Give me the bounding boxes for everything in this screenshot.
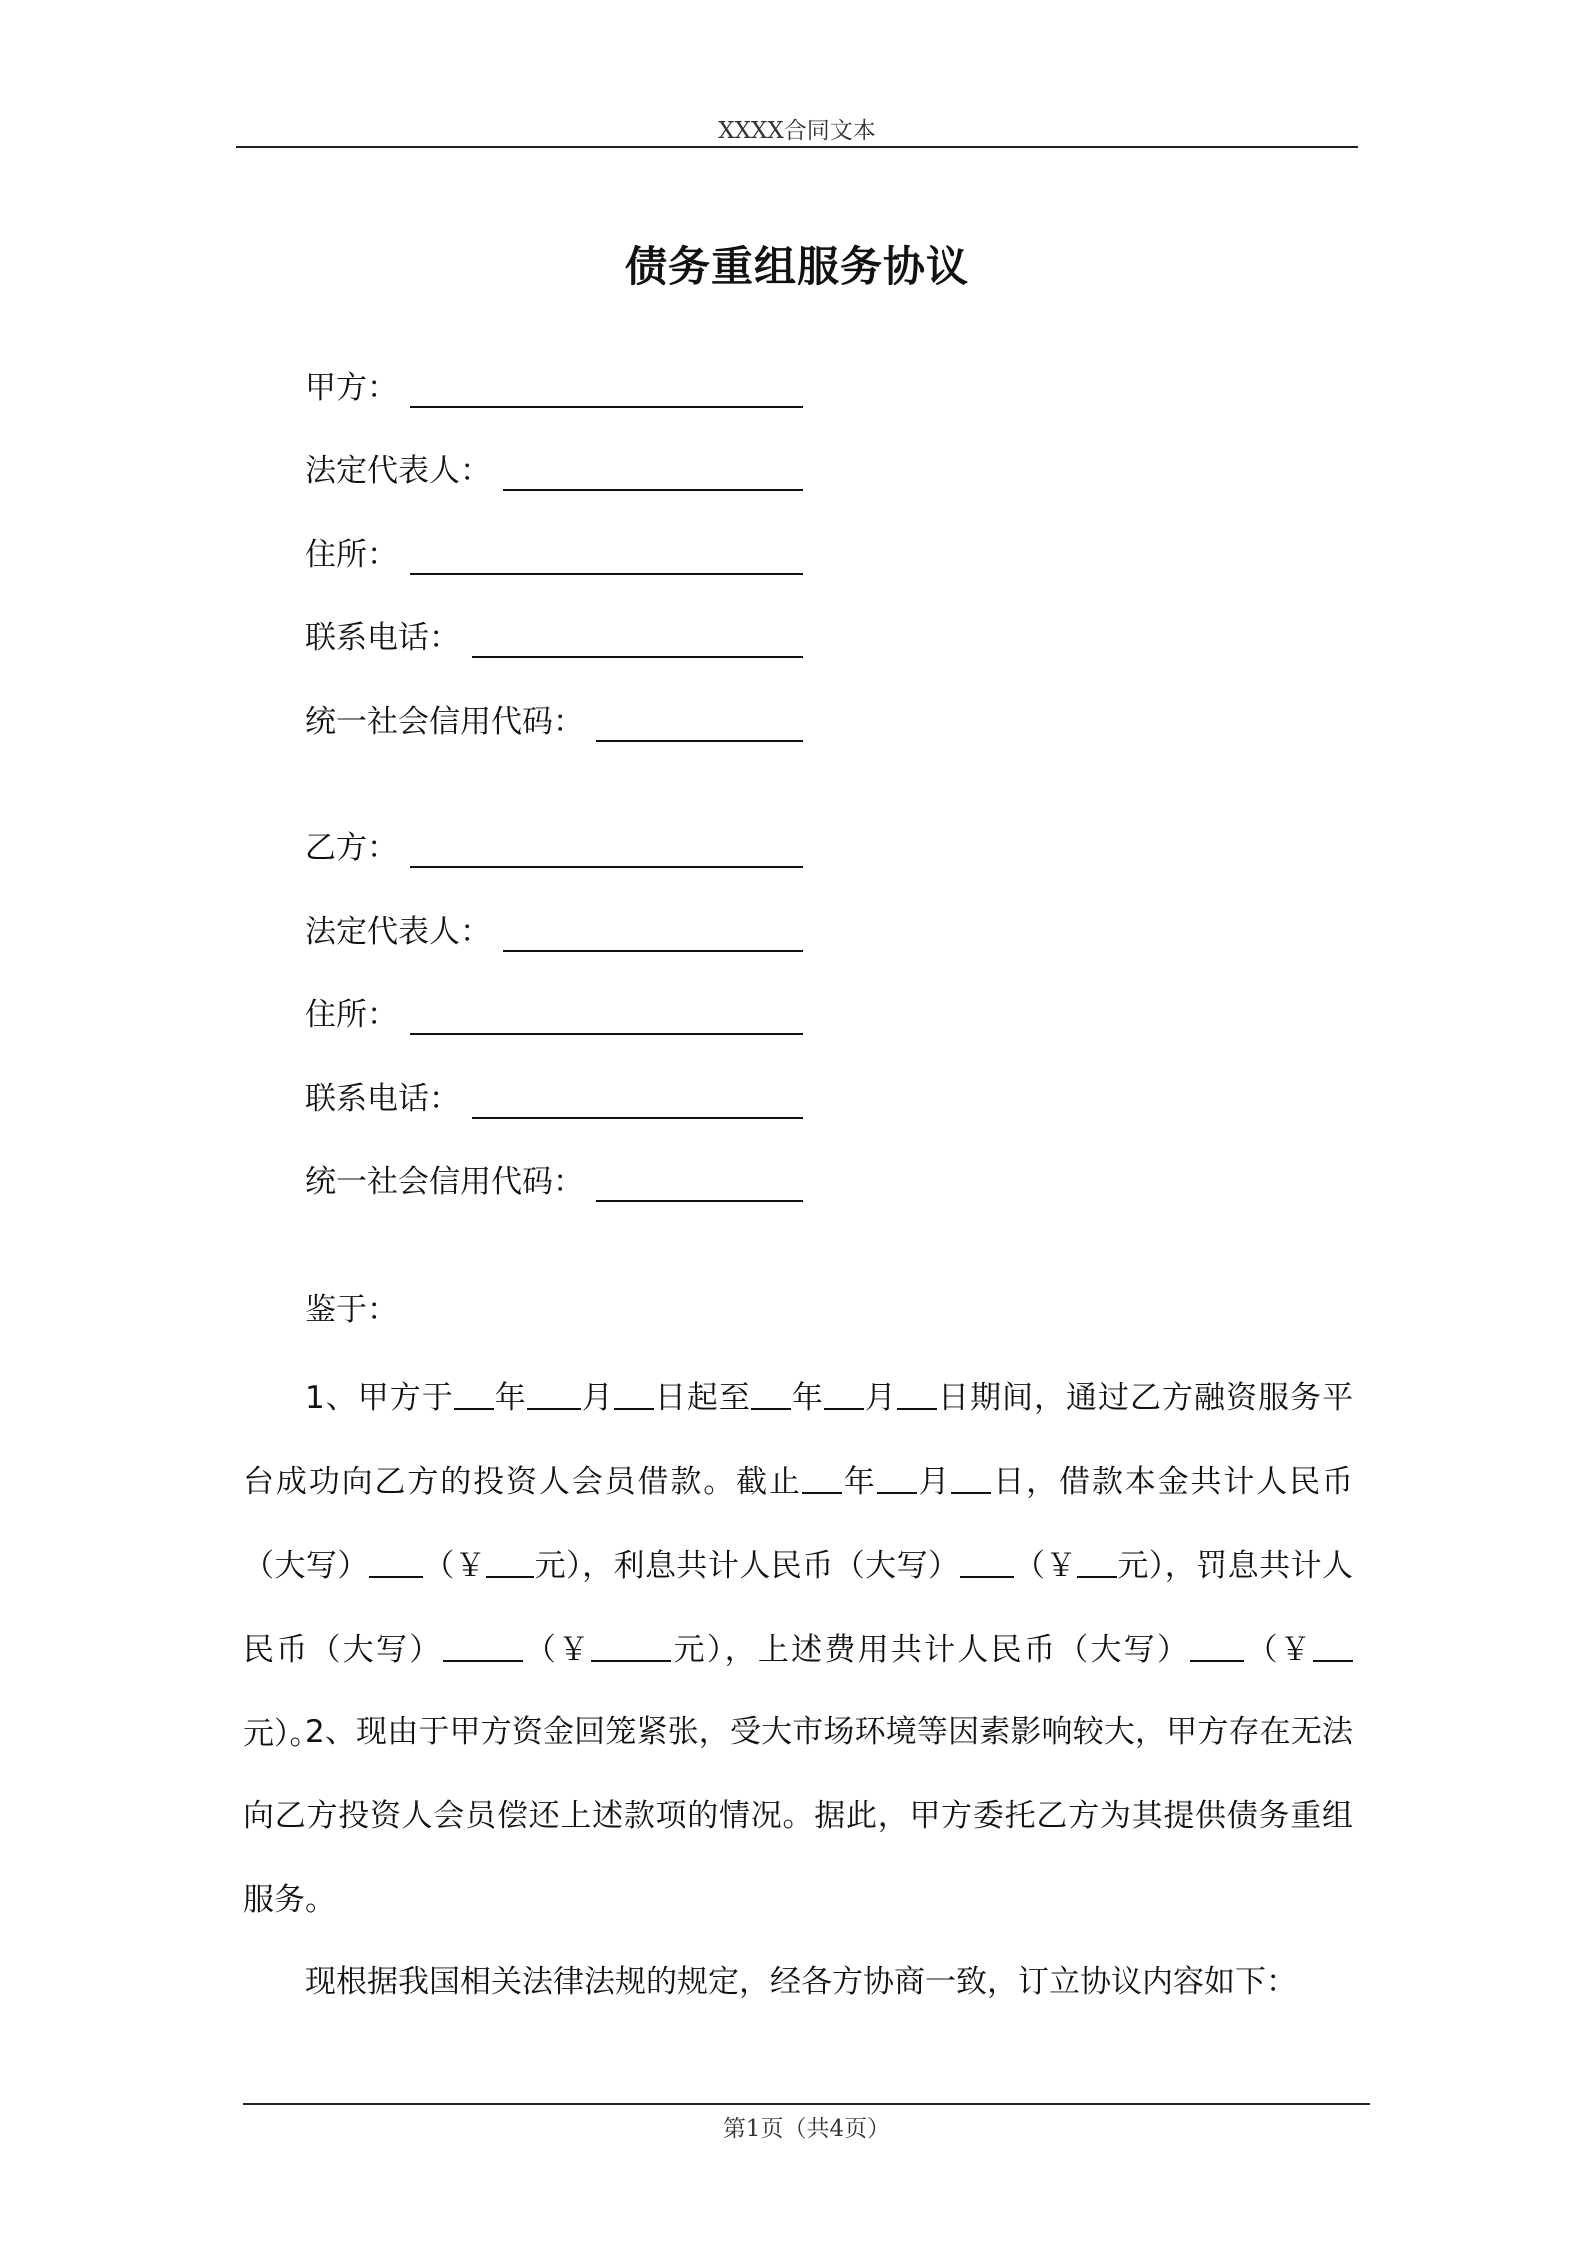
party-b-phone-label: 联系电话： [305,1081,460,1117]
blank-principal-words[interactable] [369,1548,423,1578]
blank-cutoff-day[interactable] [951,1464,991,1494]
clause-2: 2、现由于甲方资金回笼紧张，受大市场环境等因素影响较大，甲方存在无法向乙方投资人会员偿还上述款项的情况。据此，甲方委托乙方为其提供债务重组服务。 [243,1714,1353,1918]
party-b-rep-blank[interactable] [503,920,803,952]
party-b-credit-code-field [305,1158,803,1202]
party-a-rep-blank[interactable] [503,459,803,491]
party-a-address-label: 住所： [305,537,398,573]
agreement-intro: 现根据我国相关法律法规的规定，经各方协商一致，订立协议内容如下： [305,1964,1297,2000]
header-divider [236,146,1358,148]
blank-interest-amount[interactable] [1077,1548,1117,1578]
party-a-name-blank[interactable] [410,376,803,408]
party-a-name-field [305,364,803,408]
clause-1: 1、甲方于 年 月 日起至 年 月 日期间，通过乙方融资服务平台成功向乙方的投资人会员借款。截止 年 月 日，借款本金共计人民币（大写） （￥ 元），利息共计人民币（大写） （￥ 元），罚息共计人民币（大写） （￥ 元），上述费用共计人民币（大写） （￥元）。 [243,1380,1354,1752]
party-b-address-blank[interactable] [410,1003,803,1035]
party-b-rep-label: 法定代表人： [305,914,491,950]
blank-end-day[interactable] [897,1380,937,1410]
blank-principal-amount[interactable] [486,1548,534,1578]
party-a-credit-code-blank[interactable] [596,710,803,742]
party-b-credit-code-blank[interactable] [596,1170,803,1202]
document-title: 债务重组服务协议 [624,242,969,291]
party-b-phone-blank[interactable] [472,1087,803,1119]
party-b-name-label: 乙方： [305,830,398,866]
page-number: 第1页（共4页） [722,2116,891,2142]
blank-cutoff-month[interactable] [877,1464,917,1494]
blank-penalty-amount[interactable] [591,1632,671,1662]
blank-start-month[interactable] [527,1380,581,1410]
party-a-phone-field [305,614,803,658]
blank-penalty-words[interactable] [443,1632,523,1662]
whereas-label: 鉴于： [305,1292,398,1328]
blank-end-year[interactable] [751,1380,791,1410]
party-b-name-field [305,824,803,868]
party-a-name-label: 甲方： [305,370,398,406]
party-a-phone-label: 联系电话： [305,620,460,656]
blank-total-words[interactable] [1190,1632,1244,1662]
party-b-rep-field [305,908,803,952]
party-a-phone-blank[interactable] [472,626,803,658]
blank-start-day[interactable] [614,1380,654,1410]
page-header: XXXX合同文本 [718,118,876,144]
party-a-credit-code-label: 统一社会信用代码： [305,704,584,740]
blank-cutoff-year[interactable] [802,1464,842,1494]
party-a-rep-label: 法定代表人： [305,453,491,489]
party-b-credit-code-label: 统一社会信用代码： [305,1164,584,1200]
party-b-phone-field [305,1075,803,1119]
party-a-address-field [305,531,803,575]
blank-interest-words[interactable] [960,1548,1014,1578]
blank-total-amount[interactable] [1313,1632,1353,1662]
party-a-address-blank[interactable] [410,543,803,575]
party-b-address-label: 住所： [305,997,398,1033]
footer-divider [243,2103,1370,2105]
blank-start-year[interactable] [454,1380,494,1410]
party-b-name-blank[interactable] [410,836,803,868]
party-a-rep-field [305,447,803,491]
blank-end-month[interactable] [824,1380,864,1410]
party-a-credit-code-field [305,698,803,742]
party-b-address-field [305,991,803,1035]
